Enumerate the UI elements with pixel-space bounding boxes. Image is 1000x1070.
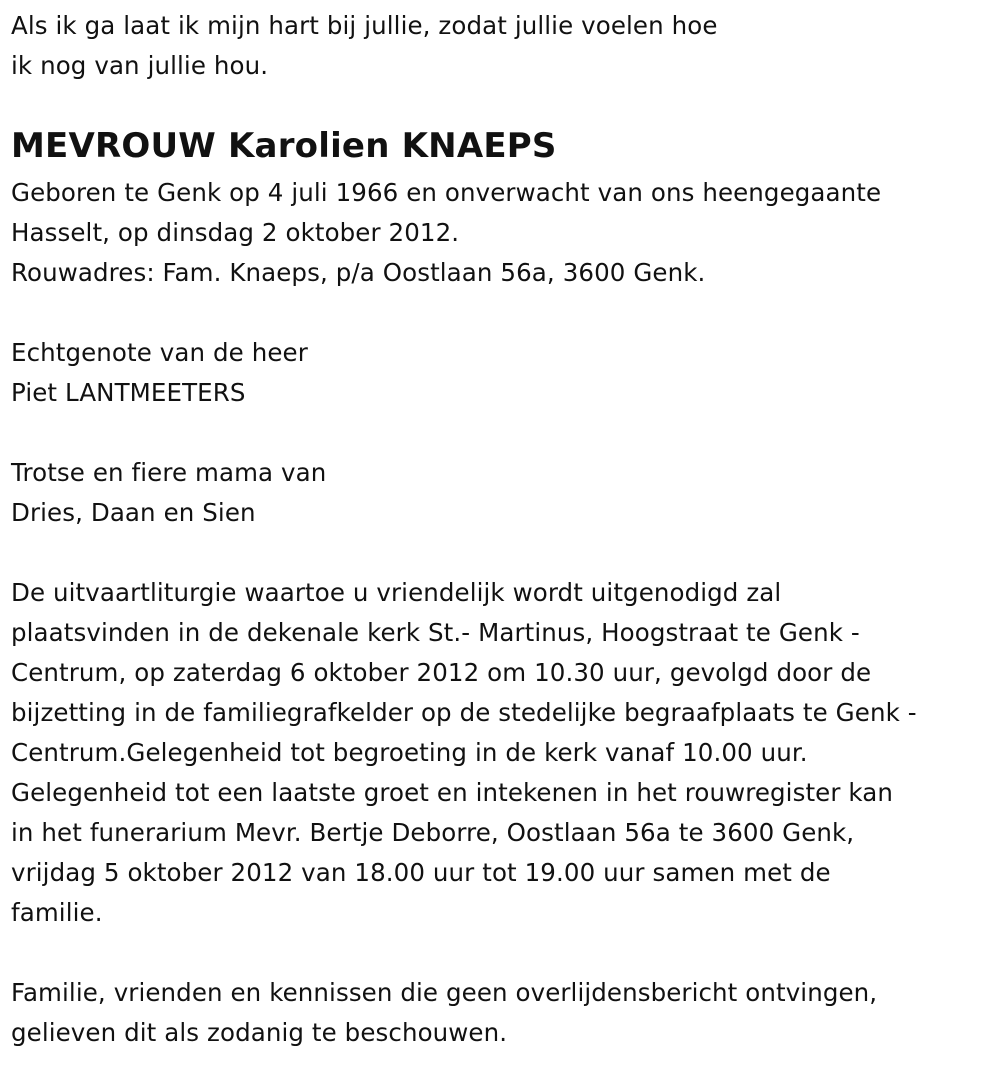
ceremony-line-1: De uitvaartliturgie waartoe u vriendelijk wordt uitgenodigd zal: [11, 578, 782, 607]
spouse-line-1: Echtgenote van de heer: [11, 338, 308, 367]
ceremony-line-8: vrijdag 5 oktober 2012 van 18.00 uur tot 19.00 uur samen met de: [11, 858, 831, 887]
birth-death-line-2: Hasselt, op dinsdag 2 oktober 2012.: [11, 218, 460, 247]
mourning-address: Rouwadres: Fam. Knaeps, p/a Oostlaan 56a, 3600 Genk.: [11, 258, 706, 287]
notice-line-1: Familie, vrienden en kennissen die geen overlijdensbericht ontvingen,: [11, 978, 878, 1007]
ceremony-line-7: in het funerarium Mevr. Bertje Deborre, Oostlaan 56a te 3600 Genk,: [11, 818, 855, 847]
deceased-name-title: MEVROUW Karolien KNAEPS: [11, 126, 557, 166]
ceremony-line-4: bijzetting in de familiegrafkelder op de stedelijke begraafplaats te Genk -: [11, 698, 917, 727]
children-line-1: Trotse en fiere mama van: [11, 458, 327, 487]
quote-line-1: Als ik ga laat ik mijn hart bij jullie, zodat jullie voelen hoe: [11, 11, 718, 40]
notice-line-2: gelieven dit als zodanig te beschouwen.: [11, 1018, 508, 1047]
birth-death-line-1: Geboren te Genk op 4 juli 1966 en onverwacht van ons heengegaante: [11, 178, 882, 207]
ceremony-line-9: familie.: [11, 898, 103, 927]
children-names: Dries, Daan en Sien: [11, 498, 256, 527]
ceremony-line-2: plaatsvinden in de dekenale kerk St.- Martinus, Hoogstraat te Genk -: [11, 618, 860, 647]
spouse-name: Piet LANTMEETERS: [11, 378, 246, 407]
ceremony-line-3: Centrum, op zaterdag 6 oktober 2012 om 10.30 uur, gevolgd door de: [11, 658, 872, 687]
ceremony-line-5: Centrum.Gelegenheid tot begroeting in de kerk vanaf 10.00 uur.: [11, 738, 808, 767]
quote-line-2: ik nog van jullie hou.: [11, 51, 269, 80]
ceremony-line-6: Gelegenheid tot een laatste groet en intekenen in het rouwregister kan: [11, 778, 893, 807]
